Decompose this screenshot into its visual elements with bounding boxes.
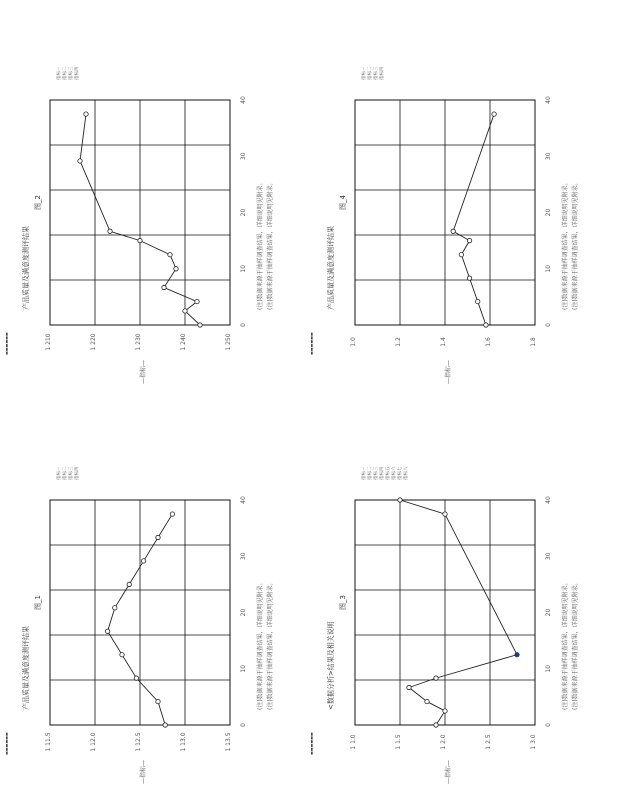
footnote: (注)数据来源于抽样调查结果，详细说明见附录。 [562, 579, 569, 710]
legend-entry: 指标一 [57, 66, 62, 80]
x-tick-label: 40 [545, 96, 552, 104]
data-point [443, 709, 447, 713]
y-tick-label: 1 12.5 [135, 732, 142, 752]
data-point [443, 512, 447, 516]
y-tick-label: 1.2 [395, 337, 402, 347]
data-point [163, 723, 167, 727]
legend-entry: 指标三 [69, 466, 74, 480]
x-tick-label: 40 [545, 496, 552, 504]
chart-subtitle: 图_2 [34, 195, 42, 210]
legend-entry: 指标二 [63, 66, 68, 80]
data-point [195, 299, 199, 303]
y-tick-label: 1 13.0 [180, 732, 187, 752]
x-tick-label: 10 [545, 664, 552, 673]
y-tick-label: 1 230 [135, 333, 142, 351]
footnote-line: (注)数据来源于抽样调查结果，详细说明见附录。 [267, 179, 274, 310]
data-point [170, 512, 174, 516]
data-point [162, 285, 166, 289]
legend [360, 466, 409, 480]
x-tick-label: 40 [240, 496, 247, 504]
data-point [467, 276, 471, 280]
chart-title: 产品质量及满意度测评结果 [22, 226, 30, 310]
y-tick-label: 1 210 [45, 333, 52, 351]
data-point [174, 267, 178, 271]
grid [355, 500, 535, 725]
chart-subtitle: 图_1 [34, 595, 42, 610]
data-point [120, 652, 124, 656]
x-tick-label: 30 [240, 552, 247, 561]
footnote: (注)数据来源于抽样调查结果，详细说明见附录。 [562, 179, 569, 310]
x-tick-label: 10 [240, 664, 247, 673]
chart-subtitle: 图_3 [339, 595, 347, 610]
y-axis-label: —指标— [140, 359, 147, 385]
data-point [141, 559, 145, 563]
legend-entry: 指标四 [75, 66, 80, 80]
y-tick-label: 1.6 [485, 337, 492, 347]
data-point [434, 723, 438, 727]
chart-panels [21, 66, 579, 784]
legend-entry: 指标三 [69, 66, 74, 80]
chart-title: 产品质量及满意度测评结果 [22, 626, 30, 710]
y-axis-label: —指标— [140, 759, 147, 785]
x-tick-label: 0 [545, 723, 552, 727]
legend-entry: 指标八 [404, 466, 409, 480]
y-tick-label: 1 2.5 [485, 734, 492, 750]
legend-entry: 指标一 [57, 466, 62, 480]
x-tick-label: 0 [240, 723, 247, 727]
data-point [156, 699, 160, 703]
legend-entry: 指标四 [380, 66, 385, 80]
data-point [198, 323, 202, 327]
legend-entry: 指标七 [398, 466, 403, 480]
side-tag: ▬▬▬▬▬▬ [4, 732, 9, 755]
y-tick-label: 1.8 [530, 337, 537, 347]
data-point [476, 299, 480, 303]
legend-entry: 指标三 [374, 66, 379, 80]
legend-entry: 指标五 [386, 466, 391, 480]
y-tick-label: 1 250 [225, 333, 232, 351]
data-point [78, 159, 82, 163]
series-line [453, 114, 494, 325]
footnote-line: (注)数据来源于抽样调查结果，详细说明见附录。 [572, 179, 579, 310]
footnote: (注)数据来源于抽样调查结果，详细说明见附录。 [257, 579, 264, 710]
chart-panel [326, 466, 579, 784]
data-point [156, 535, 160, 539]
data-point [398, 498, 402, 502]
data-point [168, 252, 172, 256]
side-tag: ▬▬▬▬▬▬ [309, 332, 314, 355]
y-tick-label: 1.4 [440, 337, 447, 347]
data-point [467, 238, 471, 242]
data-point [127, 582, 131, 586]
x-tick-label: 20 [240, 208, 247, 217]
data-point [492, 112, 496, 116]
side-tag: ▬▬▬▬▬▬ [4, 332, 9, 355]
legend-entry: 指标四 [380, 466, 385, 480]
grid [50, 500, 230, 725]
legend-entry: 指标二 [368, 66, 373, 80]
legend-entry: 指标二 [368, 466, 373, 480]
data-point [451, 229, 455, 233]
footnote-line: (注)数据来源于抽样调查结果，详细说明见附录。 [572, 579, 579, 710]
y-axis-label: —指标— [445, 359, 452, 385]
data-point [425, 699, 429, 703]
footnote-line: (注)数据来源于抽样调查结果，详细说明见附录。 [267, 579, 274, 710]
x-tick-label: 0 [545, 323, 552, 327]
legend [360, 66, 385, 80]
x-tick-label: 20 [240, 608, 247, 617]
chart-title: 产品质量及满意度测评结果 [327, 226, 335, 310]
data-point [138, 238, 142, 242]
x-tick-label: 20 [545, 608, 552, 617]
series-line [400, 500, 517, 725]
legend-entry: 指标二 [63, 466, 68, 480]
x-tick-label: 40 [240, 96, 247, 104]
x-tick-label: 30 [240, 152, 247, 161]
x-tick-label: 30 [545, 552, 552, 561]
y-tick-label: 1 220 [90, 333, 97, 351]
data-point [434, 676, 438, 680]
y-tick-label: 1 13.5 [225, 732, 232, 752]
legend-entry: 指标六 [392, 466, 397, 480]
legend-entry: 指标四 [75, 466, 80, 480]
chart-panel [326, 66, 579, 384]
y-tick-label: 1.0 [350, 337, 357, 347]
data-point [134, 676, 138, 680]
chart-subtitle: 图_4 [339, 195, 347, 210]
data-point [407, 685, 411, 689]
y-tick-label: 1 1.5 [395, 734, 402, 750]
y-tick-label: 1 2.0 [440, 734, 447, 750]
chart-panel [21, 466, 274, 784]
y-tick-label: 1 11.5 [45, 732, 52, 752]
data-point [105, 629, 109, 633]
y-tick-label: 1 1.0 [350, 734, 357, 750]
data-point [108, 229, 112, 233]
legend-entry: 指标三 [374, 466, 379, 480]
data-point [515, 652, 519, 656]
data-point [484, 323, 488, 327]
legend-entry: 指标一 [362, 66, 367, 80]
footnote: (注)数据来源于抽样调查结果，详细说明见附录。 [257, 179, 264, 310]
y-axis-label: —指标— [445, 759, 452, 785]
y-tick-label: 1 240 [180, 333, 187, 351]
x-tick-label: 30 [545, 152, 552, 161]
data-point [113, 606, 117, 610]
side-tag: ▬▬▬▬▬▬ [309, 732, 314, 755]
grid [50, 100, 230, 325]
x-tick-label: 0 [240, 323, 247, 327]
chart-panel [21, 66, 274, 384]
chart-title: <数据分析>结果及相关说明 [327, 621, 335, 710]
data-point [459, 252, 463, 256]
x-tick-label: 10 [545, 264, 552, 273]
data-point [84, 112, 88, 116]
legend [55, 466, 80, 480]
legend [55, 66, 80, 80]
grid [355, 100, 535, 325]
legend-entry: 指标一 [362, 466, 367, 480]
x-tick-label: 10 [240, 264, 247, 273]
x-tick-label: 20 [545, 208, 552, 217]
y-tick-label: 1 3.0 [530, 734, 537, 750]
y-tick-label: 1 12.0 [90, 732, 97, 752]
data-point [183, 309, 187, 313]
